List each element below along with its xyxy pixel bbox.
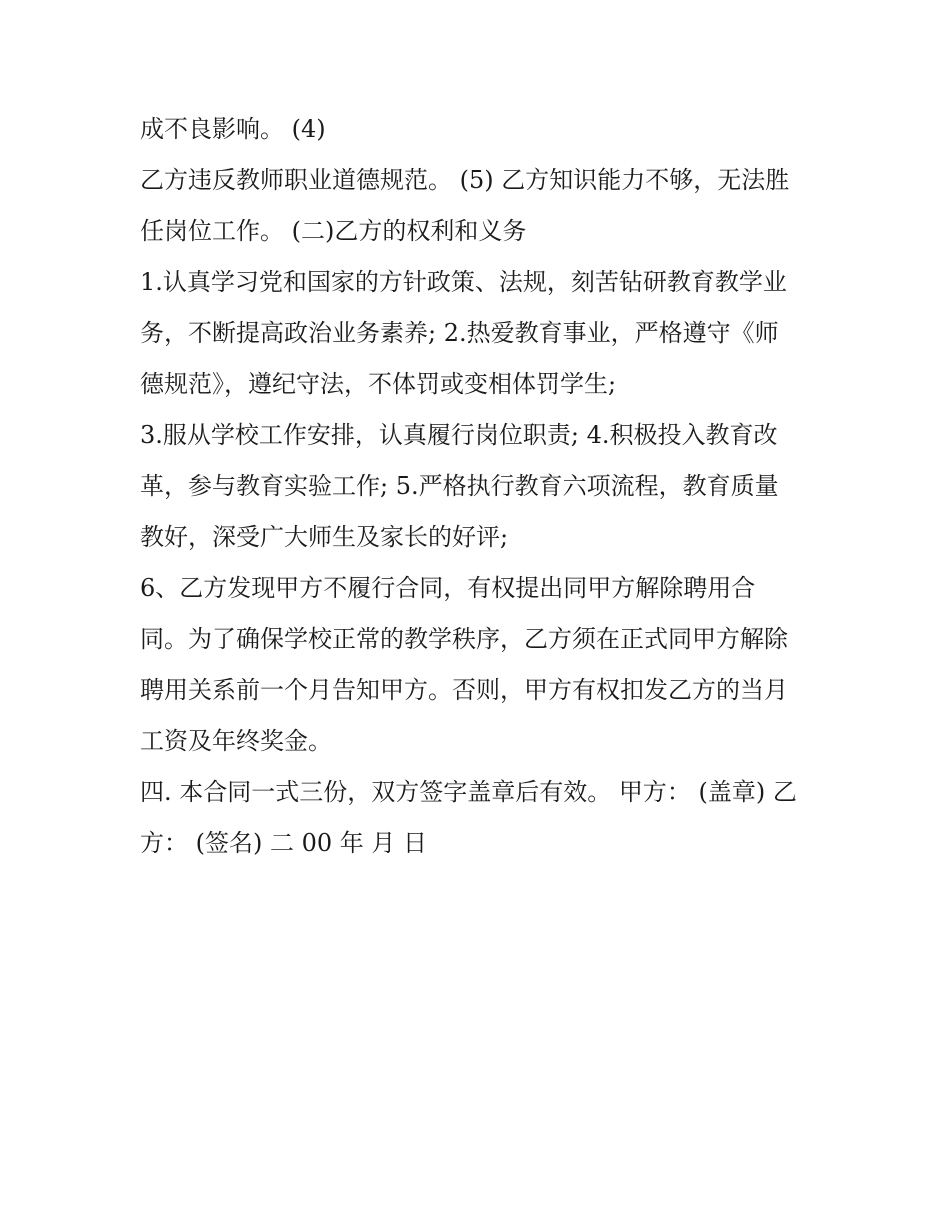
text-line-11: 同。为了确保学校正常的教学秩序，乙方须在正式同甲方解除	[140, 625, 788, 653]
text-line-5: 务，不断提高政治业务素养; 2.热爱教育事业，严格遵守《师	[140, 319, 779, 347]
text-line-12: 聘用关系前一个月告知甲方。否则，甲方有权扣发乙方的当月	[140, 676, 788, 704]
text-line-6: 德规范》，遵纪守法，不体罚或变相体罚学生;	[140, 370, 617, 398]
contract-text	[140, 104, 820, 869]
text-line-7: 3.服从学校工作安排，认真履行岗位职责; 4.积极投入教育改	[140, 421, 778, 449]
text-line-10: 6、乙方发现甲方不履行合同，有权提出同甲方解除聘用合	[140, 574, 756, 602]
text-line-8: 革，参与教育实验工作; 5.严格执行教育六项流程，教育质量	[140, 472, 779, 500]
text-line-1: 成不良影响。 (4)	[140, 115, 326, 143]
text-line-2: 乙方违反教师职业道德规范。 (5) 乙方知识能力不够，无法胜	[140, 166, 790, 194]
text-line-14: 四. 本合同一式三份，双方签字盖章后有效。 甲方： (盖章) 乙	[140, 778, 797, 806]
text-line-3: 任岗位工作。 (二)乙方的权利和义务	[140, 217, 527, 245]
text-line-13: 工资及年终奖金。	[140, 727, 332, 755]
text-line-9: 教好，深受广大师生及家长的好评;	[140, 523, 509, 551]
text-line-15: 方： (签名) 二 00 年 月 日	[140, 829, 428, 857]
text-line-4: 1.认真学习党和国家的方针政策、法规，刻苦钻研教育教学业	[140, 268, 787, 296]
